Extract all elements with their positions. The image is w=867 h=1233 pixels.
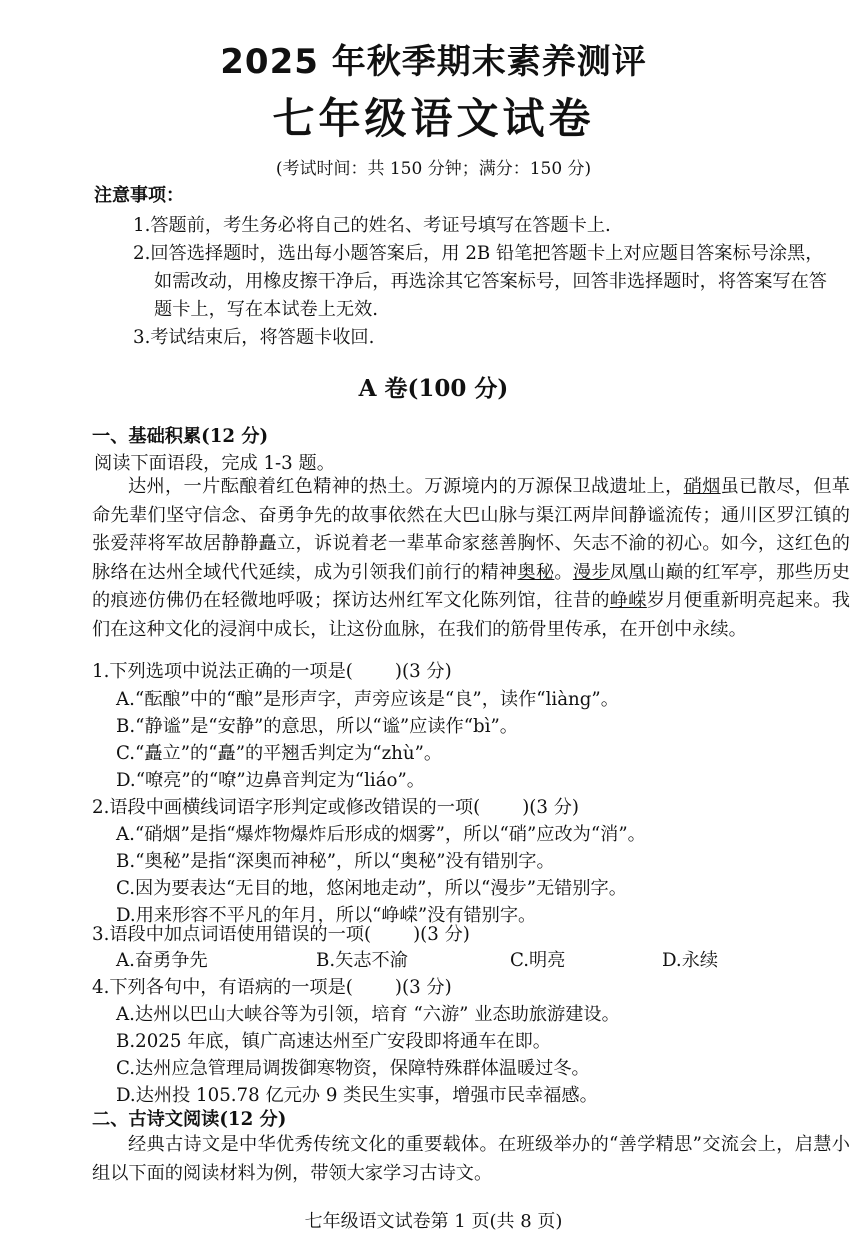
question-4-stem: 4.下列各句中，有语病的一项是( )(3 分) <box>92 977 452 998</box>
underlined-word: 奥秘 <box>517 561 555 583</box>
note-item: 题卡上，写在本试卷上无效. <box>154 299 379 320</box>
passage-text: 岁月便重新明亮起来。我们在这种文化的浸润中成长，让这份血脉，在我们的筋骨里传承，在开创中永续。 <box>92 590 850 640</box>
exam-meta: (考试时间：共 150 分钟；满分：150 分) <box>275 159 592 179</box>
passage-text: 虽已散尽，但革命先辈们坚守信念、奋勇争先的故事依然在大巴山脉与渠江两岸间静谧流传；通川区罗江镇的张爱萍将军故居静静矗立，诉说着老一辈革命家慈善胸怀、矢志不渝的初心。如今，这红色的脉络在达州全域代代延续，成为引领我们前行的精神 <box>92 476 850 583</box>
q4-option-d: D.达州投 105.78 亿元办 9 类民生实事，增强市民幸福感。 <box>116 1085 598 1106</box>
note-item: 3.考试结束后，将答题卡收回. <box>133 327 375 348</box>
exam-title: 2025 年秋季期末素养测评 <box>220 42 647 82</box>
q3-option-d: D.永续 <box>662 950 719 971</box>
q1-option-a: A.“酝酿”中的“酿”是形声字，声旁应该是“良”，读作“liàng”。 <box>116 689 619 710</box>
q2-option-a: A.“硝烟”是指“爆炸物爆炸后形成的烟雾”，所以“硝”应改为“消”。 <box>116 824 646 845</box>
q3-option-b: B.矢志不渝 <box>316 950 408 971</box>
volume-title: A 卷(100 分) <box>358 375 509 402</box>
q1-option-b: B.“静谧”是“安静”的意思，所以“谧”应读作“bì”。 <box>116 716 518 737</box>
question-3-stem: 3.语段中加点词语使用错误的一项( )(3 分) <box>92 924 470 945</box>
note-item: 如需改动，用橡皮擦干净后，再选涂其它答案标号，回答非选择题时，将答案写在答 <box>154 271 827 292</box>
question-1-stem: 1.下列选项中说法正确的一项是( )(3 分) <box>92 661 452 682</box>
q4-option-c: C.达州应急管理局调拨御寒物资，保障特殊群体温暖过冬。 <box>116 1058 590 1079</box>
q1-option-c: C.“矗立”的“矗”的平翘舌判定为“zhù”。 <box>116 743 443 764</box>
passage-text: 。 <box>554 561 573 583</box>
q3-options-row <box>116 946 816 972</box>
instruction-text: 阅读下面语段，完成 1-3 题。 <box>94 453 335 474</box>
reading-passage <box>92 473 850 644</box>
q4-option-b: B.2025 年底，镇广高速达州至广安段即将通车在即。 <box>116 1031 551 1052</box>
q2-option-d: D.用来形容不平凡的年月，所以“峥嵘”没有错别字。 <box>116 905 537 926</box>
passage-text: 达州，一片酝酿着红色精神的热土。万源境内的万源保卫战遗址上， <box>128 476 684 497</box>
q3-option-c: C.明亮 <box>510 950 566 971</box>
q2-option-b: B.“奥秘”是指“深奥而神秘”，所以“奥秘”没有错别字。 <box>116 851 555 872</box>
underlined-word: 硝烟 <box>683 476 721 497</box>
page-footer: 七年级语文试卷第 1 页(共 8 页) <box>304 1211 563 1232</box>
note-item: 1.答题前，考生务必将自己的姓名、考证号填写在答题卡上. <box>133 215 611 236</box>
passage-text: 凤凰山巅的红军亭，那些历史的痕迹仿佛仍在轻微地呼吸；探访达州红军文化陈列馆，往昔的 <box>92 561 850 611</box>
underlined-word: 漫步 <box>572 561 610 583</box>
note-item: 2.回答选择题时，选出每小题答案后，用 2B 铅笔把答题卡上对应题目答案标号涂黑， <box>133 243 824 264</box>
section-heading: 二、古诗文阅读(12 分) <box>92 1109 287 1130</box>
section-intro: 经典古诗文是中华优秀传统文化的重要载体。在班级举办的“善学精思”交流会上，启慧小组以下面的阅读材料为例，带领大家学习古诗文。 <box>92 1134 850 1184</box>
notes-heading: 注意事项： <box>94 185 184 206</box>
q1-option-d: D.“嘹亮”的“嘹”边鼻音判定为“liáo”。 <box>116 770 425 791</box>
q3-option-a: A.奋勇争先 <box>116 950 208 971</box>
section-heading: 一、基础积累(12 分) <box>92 426 269 447</box>
exam-subtitle: 七年级语文试卷 <box>272 94 595 143</box>
q2-option-c: C.因为要表达“无目的地，悠闲地走动”，所以“漫步”无错别字。 <box>116 878 627 899</box>
underlined-word: 峥嵘 <box>609 590 647 611</box>
q4-option-a: A.达州以巴山大峡谷等为引领，培育 “六游” 业态助旅游建设。 <box>116 1004 620 1025</box>
question-2-stem: 2.语段中画横线词语字形判定或修改错误的一项( )(3 分) <box>92 797 580 818</box>
